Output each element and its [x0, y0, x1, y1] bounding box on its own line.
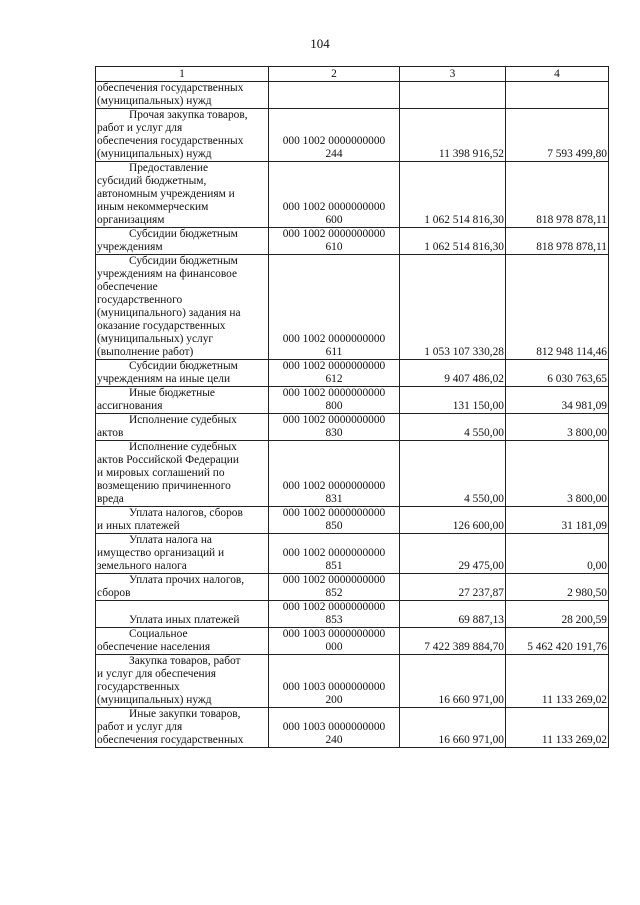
row-col3-value: 4 550,00: [400, 441, 506, 507]
row-code-cell: [269, 387, 400, 414]
row-code-line: 851: [325, 560, 343, 572]
row-col3-value: 1 062 514 816,30: [400, 162, 506, 228]
row-name-line: [97, 109, 267, 122]
row-name-cell: [96, 534, 269, 574]
row-col4-value: 818 978 878,11: [506, 228, 609, 255]
table-row: [96, 228, 609, 255]
row-col4-value: [506, 82, 609, 109]
row-code-cell: [269, 574, 400, 601]
row-code-line: 000: [325, 641, 343, 653]
header-col-4: 4: [506, 67, 609, 82]
row-col3-value: 131 150,00: [400, 387, 506, 414]
row-code-line: 244: [325, 148, 343, 160]
row-col3-value: 9 407 486,02: [400, 360, 506, 387]
row-code-cell: [269, 441, 400, 507]
row-name-line: имущество организаций и: [97, 547, 225, 559]
row-name-text: Уплата иных платежей: [129, 614, 240, 626]
row-name-line: сборов: [97, 587, 131, 599]
row-code-line: 853: [325, 614, 343, 626]
table-row: [96, 387, 609, 414]
row-name-text: Уплата налога на: [129, 534, 212, 546]
page-number: 104: [310, 36, 330, 51]
row-name-line: обеспечение: [97, 281, 158, 293]
row-col4-value: 7 593 499,80: [506, 109, 609, 162]
row-code-line: 830: [325, 427, 343, 439]
row-name-cell: [96, 162, 269, 228]
row-name-line: иным некоммерческим: [97, 201, 209, 213]
row-code-cell: [269, 655, 400, 708]
row-name-line: обеспечения государственных: [97, 734, 244, 746]
row-name-text: Социальное: [129, 628, 188, 640]
table-row: [96, 109, 609, 162]
table-row: [96, 601, 609, 628]
row-name-line: учреждениям: [97, 241, 163, 253]
row-name-line: [97, 534, 267, 547]
row-code-line: 610: [325, 241, 343, 253]
row-name-text: Исполнение судебных: [129, 441, 237, 453]
row-name-cell: [96, 628, 269, 655]
table-row: [96, 628, 609, 655]
row-code-cell: [269, 414, 400, 441]
row-name-line: работ и услуг для: [97, 721, 183, 733]
table-row: [96, 162, 609, 228]
row-name-line: вреда: [97, 493, 124, 505]
row-col4-value: 818 978 878,11: [506, 162, 609, 228]
row-name-line: [97, 255, 267, 268]
row-col4-value: 3 800,00: [506, 441, 609, 507]
table-row: [96, 82, 609, 109]
row-code-line: 000 1002 0000000000: [282, 360, 386, 372]
row-code-line: 000 1002 0000000000: [282, 414, 386, 426]
row-code-line: 000 1002 0000000000: [282, 601, 386, 613]
row-name-cell: [96, 255, 269, 360]
row-code-line: 000 1003 0000000000: [282, 628, 386, 640]
row-name-text: Предоставление: [129, 162, 209, 174]
row-name-text: Прочая закупка товаров,: [129, 109, 248, 121]
row-name-text: Иные закупки товаров,: [129, 708, 241, 720]
row-name-text: Иные бюджетные: [129, 387, 215, 399]
row-col3-value: 16 660 971,00: [400, 655, 506, 708]
row-code-line: 000 1002 0000000000: [282, 228, 386, 240]
row-name-line: (муниципальных) нужд: [97, 95, 212, 107]
row-code-cell: [269, 82, 400, 109]
row-col3-value: 126 600,00: [400, 507, 506, 534]
row-code-cell: [269, 109, 400, 162]
row-name-text: Уплата прочих налогов,: [129, 574, 245, 586]
row-col3-value: 27 237,87: [400, 574, 506, 601]
row-name-line: [97, 574, 267, 587]
row-code-cell: [269, 708, 400, 748]
row-code-line: 850: [325, 520, 343, 532]
table-row: [96, 534, 609, 574]
row-col3-value: [400, 82, 506, 109]
budget-table-body: [96, 67, 609, 748]
row-col3-value: 11 398 916,52: [400, 109, 506, 162]
row-name-text: Субсидии бюджетным: [129, 255, 238, 267]
row-code-line: 200: [325, 694, 343, 706]
row-code-line: 000 1003 0000000000: [282, 721, 386, 733]
row-name-line: учреждениям на финансовое: [97, 268, 238, 280]
row-code-line: 000 1002 0000000000: [282, 574, 386, 586]
row-code-cell: [269, 534, 400, 574]
row-name-line: [97, 162, 267, 175]
table-row: [96, 360, 609, 387]
row-name-cell: [96, 655, 269, 708]
row-name-line: и услуг для обеспечения: [97, 668, 216, 680]
row-code-cell: [269, 228, 400, 255]
table-row: [96, 708, 609, 748]
row-name-line: [97, 387, 267, 400]
row-name-cell: [96, 414, 269, 441]
row-name-text: Закупка товаров, работ: [129, 655, 241, 667]
row-name-line: земельного налога: [97, 560, 187, 572]
row-name-line: и мировых соглашений по: [97, 467, 225, 479]
row-code-line: 852: [325, 587, 343, 599]
row-name-cell: [96, 507, 269, 534]
row-name-cell: [96, 574, 269, 601]
row-name-line: государственного: [97, 294, 183, 306]
row-name-text: Уплата налогов, сборов: [129, 507, 243, 519]
row-name-line: и иных платежей: [97, 520, 180, 532]
row-name-line: [97, 614, 267, 627]
row-code-line: 600: [325, 214, 343, 226]
row-name-cell: [96, 708, 269, 748]
row-code-line: 000 1002 0000000000: [282, 480, 386, 492]
row-col3-value: 29 475,00: [400, 534, 506, 574]
row-name-cell: [96, 387, 269, 414]
row-name-line: организациям: [97, 214, 165, 226]
row-code-line: 000 1002 0000000000: [282, 507, 386, 519]
row-name-line: [97, 507, 267, 520]
row-name-cell: [96, 601, 269, 628]
row-name-cell: [96, 228, 269, 255]
row-code-cell: [269, 162, 400, 228]
row-name-line: государственных: [97, 681, 180, 693]
row-name-line: [97, 441, 267, 454]
row-code-cell: [269, 255, 400, 360]
budget-table: [95, 66, 609, 748]
row-name-line: обеспечения государственных: [97, 82, 244, 94]
row-code-line: 000 1003 0000000000: [282, 681, 386, 693]
row-name-text: Субсидии бюджетным: [129, 228, 238, 240]
row-code-line: 612: [325, 373, 343, 385]
row-col4-value: 2 980,50: [506, 574, 609, 601]
row-col4-value: 812 948 114,46: [506, 255, 609, 360]
row-code-line: 000 1002 0000000000: [282, 333, 386, 345]
row-col4-value: 6 030 763,65: [506, 360, 609, 387]
row-code-line: 000 1002 0000000000: [282, 201, 386, 213]
row-name-line: обеспечения государственных: [97, 135, 244, 147]
row-name-cell: [96, 441, 269, 507]
row-col4-value: 3 800,00: [506, 414, 609, 441]
row-col3-value: 1 062 514 816,30: [400, 228, 506, 255]
row-name-line: [97, 414, 267, 427]
row-col3-value: 7 422 389 884,70: [400, 628, 506, 655]
row-code-cell: [269, 360, 400, 387]
row-name-line: (выполнение работ): [97, 346, 194, 358]
row-name-cell: [96, 360, 269, 387]
row-name-line: [97, 655, 267, 668]
table-header-row: [96, 67, 609, 82]
row-name-cell: [96, 82, 269, 109]
row-code-line: 240: [325, 734, 343, 746]
table-row: [96, 574, 609, 601]
table-row: [96, 255, 609, 360]
row-code-line: 800: [325, 400, 343, 412]
row-col3-value: 4 550,00: [400, 414, 506, 441]
row-code-cell: [269, 507, 400, 534]
row-col4-value: 34 981,09: [506, 387, 609, 414]
row-name-line: [97, 228, 267, 241]
row-code-line: 000 1002 0000000000: [282, 547, 386, 559]
row-code-cell: [269, 628, 400, 655]
row-code-line: 000 1002 0000000000: [282, 135, 386, 147]
row-name-line: [97, 708, 267, 721]
row-name-line: [97, 628, 267, 641]
row-name-line: (муниципального) задания на: [97, 307, 241, 319]
row-name-line: работ и услуг для: [97, 122, 183, 134]
table-row: [96, 441, 609, 507]
row-name-text: Субсидии бюджетным: [129, 360, 238, 372]
header-col-2: 2: [269, 67, 400, 82]
row-name-line: (муниципальных) нужд: [97, 694, 212, 706]
row-col4-value: 31 181,09: [506, 507, 609, 534]
row-name-line: актов: [97, 427, 124, 439]
row-name-line: ассигнования: [97, 400, 163, 412]
row-name-line: автономным учреждениям и: [97, 188, 235, 200]
row-col4-value: 5 462 420 191,76: [506, 628, 609, 655]
row-name-line: субсидий бюджетным,: [97, 175, 207, 187]
row-name-cell: [96, 109, 269, 162]
row-code-line: 000 1002 0000000000: [282, 387, 386, 399]
row-code-line: 831: [325, 493, 343, 505]
row-name-line: обеспечение населения: [97, 641, 211, 653]
row-code-line: 611: [325, 346, 343, 358]
row-name-text: Исполнение судебных: [129, 414, 237, 426]
row-col3-value: 16 660 971,00: [400, 708, 506, 748]
row-col3-value: 1 053 107 330,28: [400, 255, 506, 360]
row-col4-value: 28 200,59: [506, 601, 609, 628]
header-col-3: 3: [400, 67, 506, 82]
row-name-line: (муниципальных) нужд: [97, 148, 212, 160]
table-row: [96, 655, 609, 708]
table-row: [96, 507, 609, 534]
row-name-line: (муниципальных) услуг: [97, 333, 214, 345]
row-col3-value: 69 887,13: [400, 601, 506, 628]
row-col4-value: 0,00: [506, 534, 609, 574]
row-name-line: актов Российской Федерации: [97, 454, 239, 466]
row-name-line: возмещению причиненного: [97, 480, 231, 492]
row-col4-value: 11 133 269,02: [506, 708, 609, 748]
row-name-line: оказание государственных: [97, 320, 226, 332]
table-row: [96, 414, 609, 441]
row-name-line: учреждениям на иные цели: [97, 373, 231, 385]
row-code-cell: [269, 601, 400, 628]
header-col-1: 1: [96, 67, 269, 82]
row-col4-value: 11 133 269,02: [506, 655, 609, 708]
row-name-line: [97, 360, 267, 373]
